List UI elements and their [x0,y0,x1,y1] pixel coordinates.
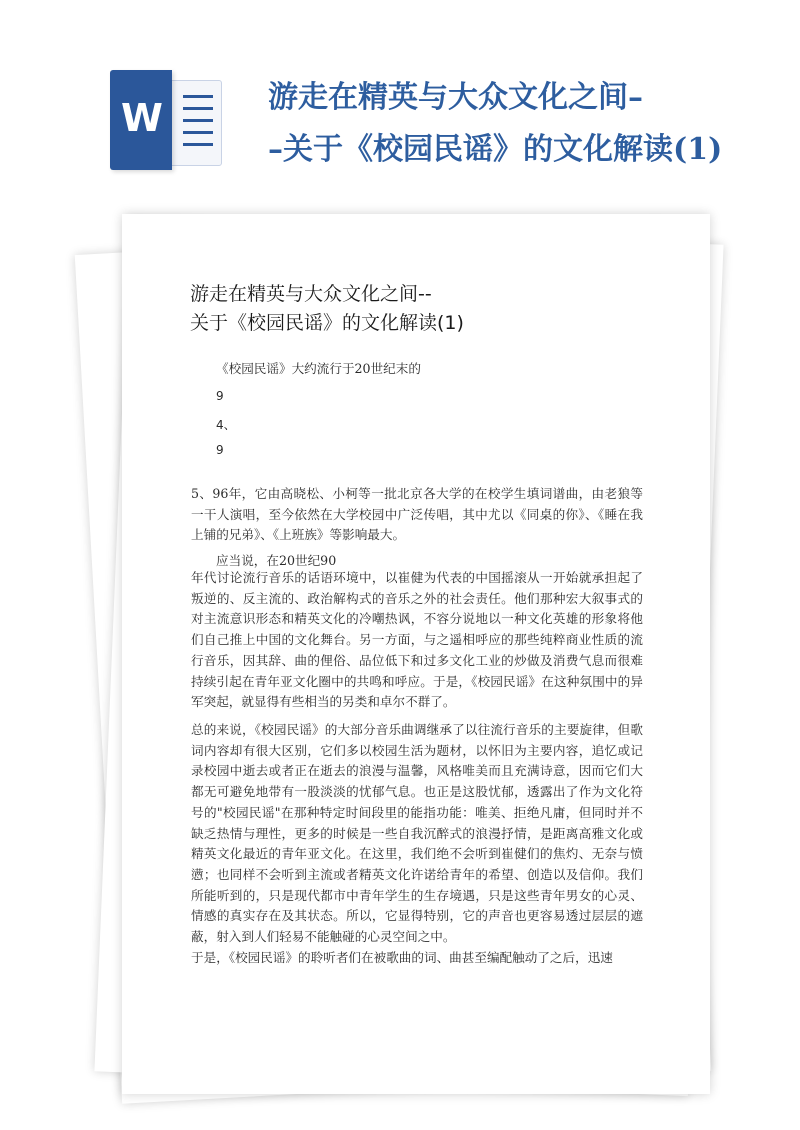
paragraph-4: 于是，《校园民谣》的聆听者们在被歌曲的词、曲甚至编配触动了之后，迅速 [191,950,613,965]
number-line: 9 [216,389,224,403]
intro-line: 《校园民谣》大约流行于20世纪末的 [216,361,421,376]
word-badge [110,70,172,170]
paragraph-2-lead: 应当说，在20世纪90 [216,553,337,568]
document-title [190,280,690,338]
word-app-icon [110,70,220,170]
paragraph-2: 年代讨论流行音乐的话语环境中，以崔健为代表的中国摇滚从一开始就承担起了叛逆的、反主流的、政治解构式的音乐之外的社会责任。他们那种宏大叙事式的对主流意识形态和精英文化的冷嘲热讽，不容分说地以一种文化英雄的形象将他们自己推上中国的文化舞台。另一方面，与之遥相呼应的那些纯粹商业性质的流行音乐，因其辞、曲的俚俗、品位低下和过多文化工业的炒做及消费气息而很难持续引起在青年亚文化圈中的共鸣和呼应。于是，《校园民谣》在这种氛围中的异军突起，就显得有些相当的另类和卓尔不群了。 [191,570,643,710]
paragraph-1: 5、96年，它由高晓松、小柯等一批北京各大学的在校学生填词谱曲，由老狼等一干人演唱，至今依然在大学校园中广泛传唱，其中尤以《同桌的你》、《睡在我上铺的兄弟》、《上班族》等影响最大。 [191,486,643,543]
banner-title [268,72,768,176]
document-title-line2: 关于《校园民谣》的文化解读(1) [190,312,464,334]
number-line: 4、 [216,418,236,432]
number-line: 9 [216,443,224,457]
banner-title-line2: –关于《校园民谣》的文化解读(1) [268,132,723,167]
banner-title-line1: 游走在精英与大众文化之间– [268,80,643,115]
paragraph-3: 总的来说，《校园民谣》的大部分音乐曲调继承了以往流行音乐的主要旋律，但歌词内容却有很大区别，它们多以校园生活为题材，以怀旧为主要内容，追忆或记录校园中逝去或者正在逝去的浪漫与温馨，风格唯美而且充满诗意，因而它们大都无可避免地带有一股淡淡的忧郁气息。也正是这股忧郁，透露出了作为文化符号的"校园民谣"在那种特定时间段里的能指功能：唯美、拒绝凡庸，但同时并不缺乏热情与理性，更多的时候是一些自我沉醉式的浪漫抒情，是距离高雅文化或精英文化最近的青年亚文化。在这里，我们绝不会听到崔健们的焦灼、无奈与愤懑；也同样不会听到主流或者精英文化许诺给青年的希望、创造以及信仰。我们所能听到的，只是现代都市中青年学生的生存境遇，只是这些青年男女的心灵、情感的真实存在及其状态。所以，它显得特别，它的声音也更容易透过层层的遮蔽，射入到人们轻易不能触碰的心灵空间之中。 [191,722,643,945]
word-logo-letter: W [121,96,163,140]
document-title-line1: 游走在精英与大众文化之间-- [190,283,432,305]
